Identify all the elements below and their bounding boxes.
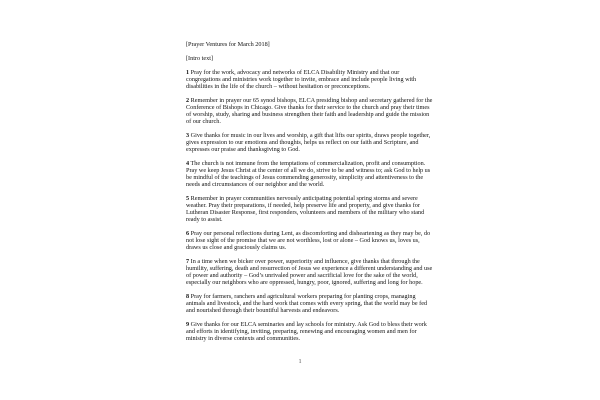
paragraph-text: Give thanks for our ELCA seminaries and lay schools for ministry. Ask God to bless their work and efforts in identifying, inviting, preparing, renewing and encouraging women and men for ministry in diverse contexts and communities. <box>186 321 427 342</box>
prayer-paragraph <box>186 230 433 251</box>
document-body <box>186 41 433 349</box>
paragraph-text: Remember in prayer communities nervously anticipating potential spring storms and severe weather. Pray their preparations, if needed, help preserve life and property, and give thanks for Lutheran Disaster Response, first responders, volunteers and members of the military who stand ready to assist. <box>186 195 425 223</box>
prayer-paragraph <box>186 195 433 223</box>
day-number: 3 <box>186 132 190 139</box>
prayer-paragraph <box>186 69 433 90</box>
prayer-paragraph <box>186 293 433 314</box>
day-number: 1 <box>186 69 190 76</box>
intro-placeholder: [Intro text] <box>186 55 213 62</box>
document-title: [Prayer Ventures for March 2018] <box>186 41 270 48</box>
day-number: 4 <box>186 160 190 167</box>
paragraph-text: Pray for farmers, ranchers and agricultural workers preparing for planting crops, managing animals and livestock, and the hard work that comes with every spring, that the world may be fed and nourished through their bountiful harvests and endeavors. <box>186 293 428 314</box>
paragraph-text: Pray for the work, advocacy and networks of ELCA Disability Ministry and that our congregations and ministries work together to invite, embrace and include people living with disabilities in the life of the church – without hesitation or preconceptions. <box>186 69 417 90</box>
day-number: 7 <box>186 258 190 265</box>
day-number: 9 <box>186 321 190 328</box>
prayer-paragraph <box>186 321 433 342</box>
prayer-paragraph <box>186 132 433 153</box>
paragraph-text: The church is not immune from the temptations of commercialization, profit and consumption. Pray we keep Jesus Christ at the center of all we do, strive to be and witness to; ask God to help us be mindful of the teachings of Jesus commending generosity, simplicity and attentiveness to the needs and circumstances of our neighbor and the world. <box>186 160 431 188</box>
day-number: 5 <box>186 195 190 202</box>
paragraph-text: Give thanks for music in our lives and worship, a gift that lifts our spirits, draws people together, gives expression to our emotions and thoughts, helps us reflect on our faith and Scripture, and expresses our praise and thanksgiving to God. <box>186 132 431 153</box>
day-number: 6 <box>186 230 190 237</box>
prayer-paragraph <box>186 160 433 188</box>
paragraph-text: Pray our personal reflections during Lent, as discomforting and disheartening as they may be, do not lose sight of the promise that we are not worthless, lost or alone – God knows us, loves us, draws us close and graciously claims us. <box>186 230 431 251</box>
paragraph-text: In a time when we bicker over power, superiority and influence, give thanks that through the humility, suffering, death and resurrection of Jesus we experience a different understanding and use of power and authority – God’s unrivaled power and sacrificial love for the sake of the world, especially our neighbors who are oppressed, hungry, poor, ignored, suffering and long for hope. <box>186 258 433 286</box>
prayer-paragraph <box>186 97 433 125</box>
prayer-paragraph <box>186 258 433 286</box>
day-number: 8 <box>186 293 190 300</box>
day-number: 2 <box>186 97 190 104</box>
page-number: 1 <box>298 358 302 365</box>
paragraph-text: Remember in prayer our 65 synod bishops, ELCA presiding bishop and secretary gathered for the Conference of Bishops in Chicago. Give thanks for their service to the church and pray their times of worship, study, sharing and business strengthen their faith and leadership and guide the mission of our church. <box>186 97 433 125</box>
paragraph-list <box>186 69 433 342</box>
